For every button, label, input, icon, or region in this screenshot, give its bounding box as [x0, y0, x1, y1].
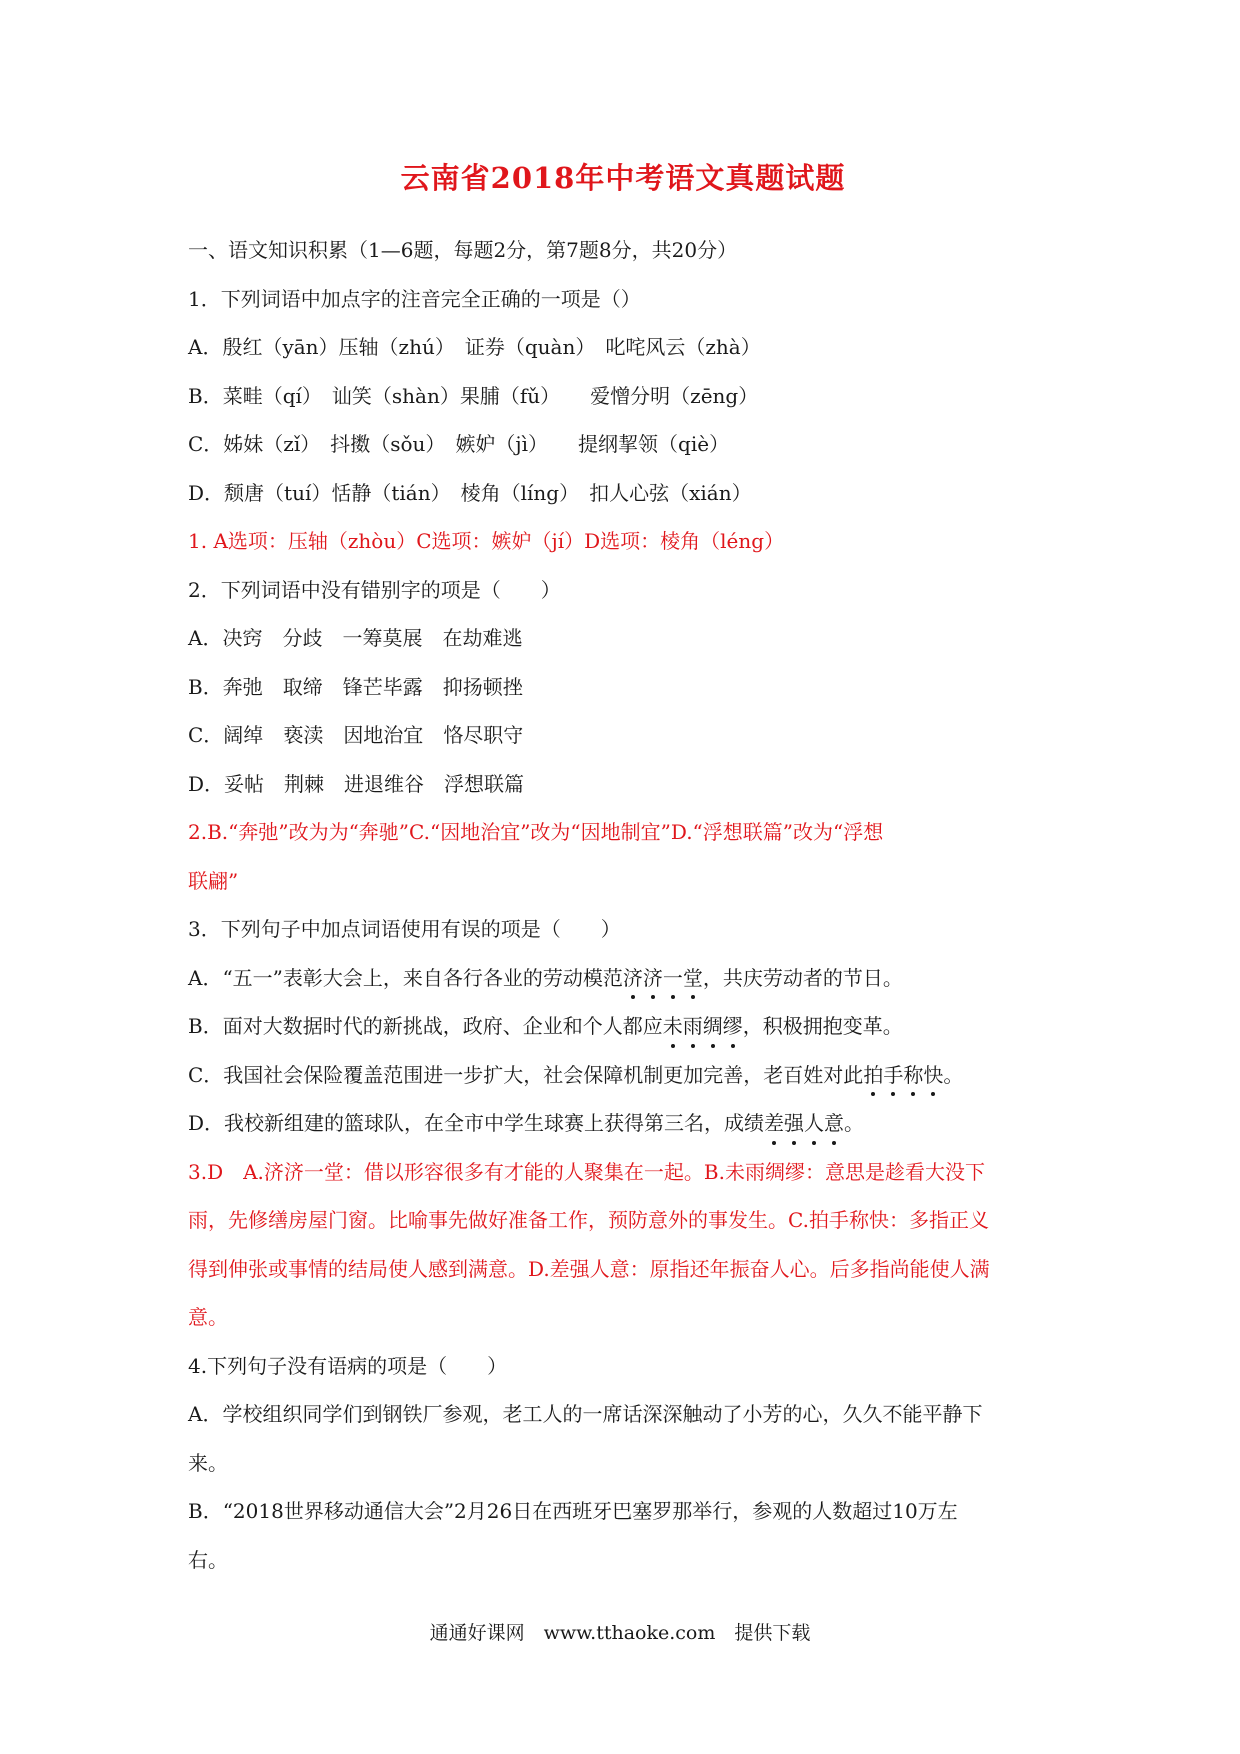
- sentence-text: ，积极拥抱变革。: [742, 1014, 903, 1038]
- dotted-phrase: 差强人意: [764, 1111, 844, 1135]
- option-item: B．菜畦（qí）: [188, 383, 312, 408]
- option-item: 因地治宜: [343, 723, 424, 747]
- option-item: B．奔弛: [188, 674, 263, 699]
- option-item: 扣人心弦（xián）: [589, 480, 752, 505]
- question-2-answer-line-2: 联翩”: [188, 868, 239, 893]
- question-2-option-d: [188, 760, 1058, 809]
- option-item: 取缔: [282, 674, 323, 699]
- option-item: 嫉妒（jì）: [455, 432, 539, 456]
- option-item: C．姊妹（zǐ）: [188, 432, 311, 456]
- dotted-phrase: 拍手称快: [863, 1063, 943, 1087]
- question-3-answer-line-3: 得到伸张或事情的结局使人感到满意。D.差强人意：原指还年振奋人心。后多指尚能使人满: [188, 1256, 990, 1281]
- question-2-option-b: [188, 663, 1058, 712]
- page-title: 云南省2018年中考语文真题试题: [400, 161, 846, 195]
- option-item: 一筹莫展: [342, 626, 423, 650]
- question-1-option-c: [188, 420, 1058, 469]
- question-4-option-a-line-2: 来。: [188, 1450, 228, 1475]
- question-3-stem: 3．下列句子中加点词语使用有误的项是（ ）: [188, 917, 621, 941]
- question-3-option-d: [188, 1099, 1058, 1148]
- page-content: [188, 160, 1058, 1584]
- option-item: 在劫难逃: [442, 626, 523, 650]
- option-item: 荆棘: [284, 771, 325, 796]
- question-1-option-d: [188, 469, 1058, 518]
- question-3-option-b: [188, 1002, 1058, 1051]
- question-1-option-b: [188, 372, 1058, 421]
- option-item: 爱憎分明（zēng）: [590, 383, 759, 408]
- question-4-option-b-line-2: 右。: [188, 1547, 228, 1572]
- option-item: A．决窍: [188, 626, 263, 650]
- option-item: 浮想联篇: [444, 771, 525, 796]
- question-4-option-b-line-1: B．“2018世界移动通信大会”2月26日在西班牙巴塞罗那举行，参观的人数超过10万左: [188, 1499, 958, 1523]
- option-item: 抖擞（sǒu）: [330, 432, 436, 456]
- option-item: C．阔绰: [188, 723, 264, 747]
- question-3-option-c: [188, 1051, 1058, 1100]
- dotted-phrase: 未雨绸缪: [663, 1014, 743, 1038]
- question-1-option-a: [188, 323, 1058, 372]
- option-item: 压轴（zhú）: [338, 335, 445, 359]
- question-3-answer-line-1: 3.D A.济济一堂：借以形容很多有才能的人聚集在一起。B.未雨绸缪：意思是趁看大没下: [188, 1159, 985, 1184]
- option-item: 恪尽职守: [443, 723, 524, 747]
- sentence-text: ，共庆劳动者的节日。: [702, 965, 903, 990]
- option-item: A．殷红（yān）: [188, 335, 339, 359]
- question-2-option-c: [188, 711, 1058, 760]
- sentence-text: D．我校新组建的篮球队，在全市中学生球赛上获得第三名，成绩: [188, 1111, 765, 1135]
- option-item: 棱角（líng）: [460, 480, 570, 505]
- page-footer: 通通好课网 www.tthaoke.com 提供下载: [429, 1622, 811, 1644]
- option-item: 果脯（fǔ）: [459, 383, 551, 408]
- option-item: 进退维谷: [344, 771, 425, 796]
- question-4-stem: 4.下列句子没有语病的项是（ ）: [188, 1353, 508, 1378]
- sentence-text: 。: [844, 1111, 865, 1135]
- option-item: 提纲挈领（qiè）: [578, 432, 730, 456]
- option-item: 抑扬顿挫: [442, 674, 523, 699]
- option-item: 证券（quàn）: [464, 335, 586, 359]
- question-3-option-a: [188, 954, 1058, 1003]
- question-2-answer-line-1: 2.B.“奔弛”改为为“奔驰”C.“因地治宜”改为“因地制宜”D.“浮想联篇”改为“浮想: [188, 820, 884, 844]
- option-item: 分歧: [282, 626, 323, 650]
- sentence-text: A．“五一”表彰大会上，来自各行各业的劳动模范: [188, 965, 623, 990]
- question-3-answer-line-4: 意。: [188, 1305, 228, 1329]
- question-2-stem: 2．下列词语中没有错别字的项是（ ）: [188, 577, 561, 602]
- sentence-text: 。: [943, 1062, 964, 1087]
- dotted-phrase: 济济一堂: [623, 966, 703, 990]
- option-item: 讪笑（shàn）: [331, 383, 460, 408]
- option-item: 恬静（tián）: [331, 480, 441, 505]
- option-item: D．妥帖: [188, 771, 265, 796]
- sentence-text: B．面对大数据时代的新挑战，政府、企业和个人都应: [188, 1014, 663, 1038]
- question-2-option-a: [188, 614, 1058, 663]
- question-4-option-a-line-1: A．学校组织同学们到钢铁厂参观，老工人的一席话深深触动了小芳的心，久久不能平静下: [188, 1402, 983, 1426]
- option-item: 亵渎: [283, 723, 324, 747]
- question-1-stem: 1．下列词语中加点字的注音完全正确的一项是（）: [188, 286, 641, 311]
- option-item: 叱咤风云（zhà）: [605, 335, 761, 359]
- option-item: 锋芒毕露: [342, 674, 423, 699]
- question-1-answer: 1. A选项：压轴（zhòu）C选项：嫉妒（jí）D选项：棱角（léng）: [188, 529, 785, 553]
- section-heading: 一、语文知识积累（1—6题，每题2分，第7题8分，共20分）: [188, 238, 738, 262]
- question-3-answer-line-2: 雨，先修缮房屋门窗。比喻事先做好准备工作，预防意外的事发生。C.拍手称快：多指正义: [188, 1208, 989, 1232]
- sentence-text: C．我国社会保险覆盖范围进一步扩大，社会保障机制更加完善，老百姓对此: [188, 1062, 864, 1087]
- option-item: D．颓唐（tuí）: [188, 480, 332, 505]
